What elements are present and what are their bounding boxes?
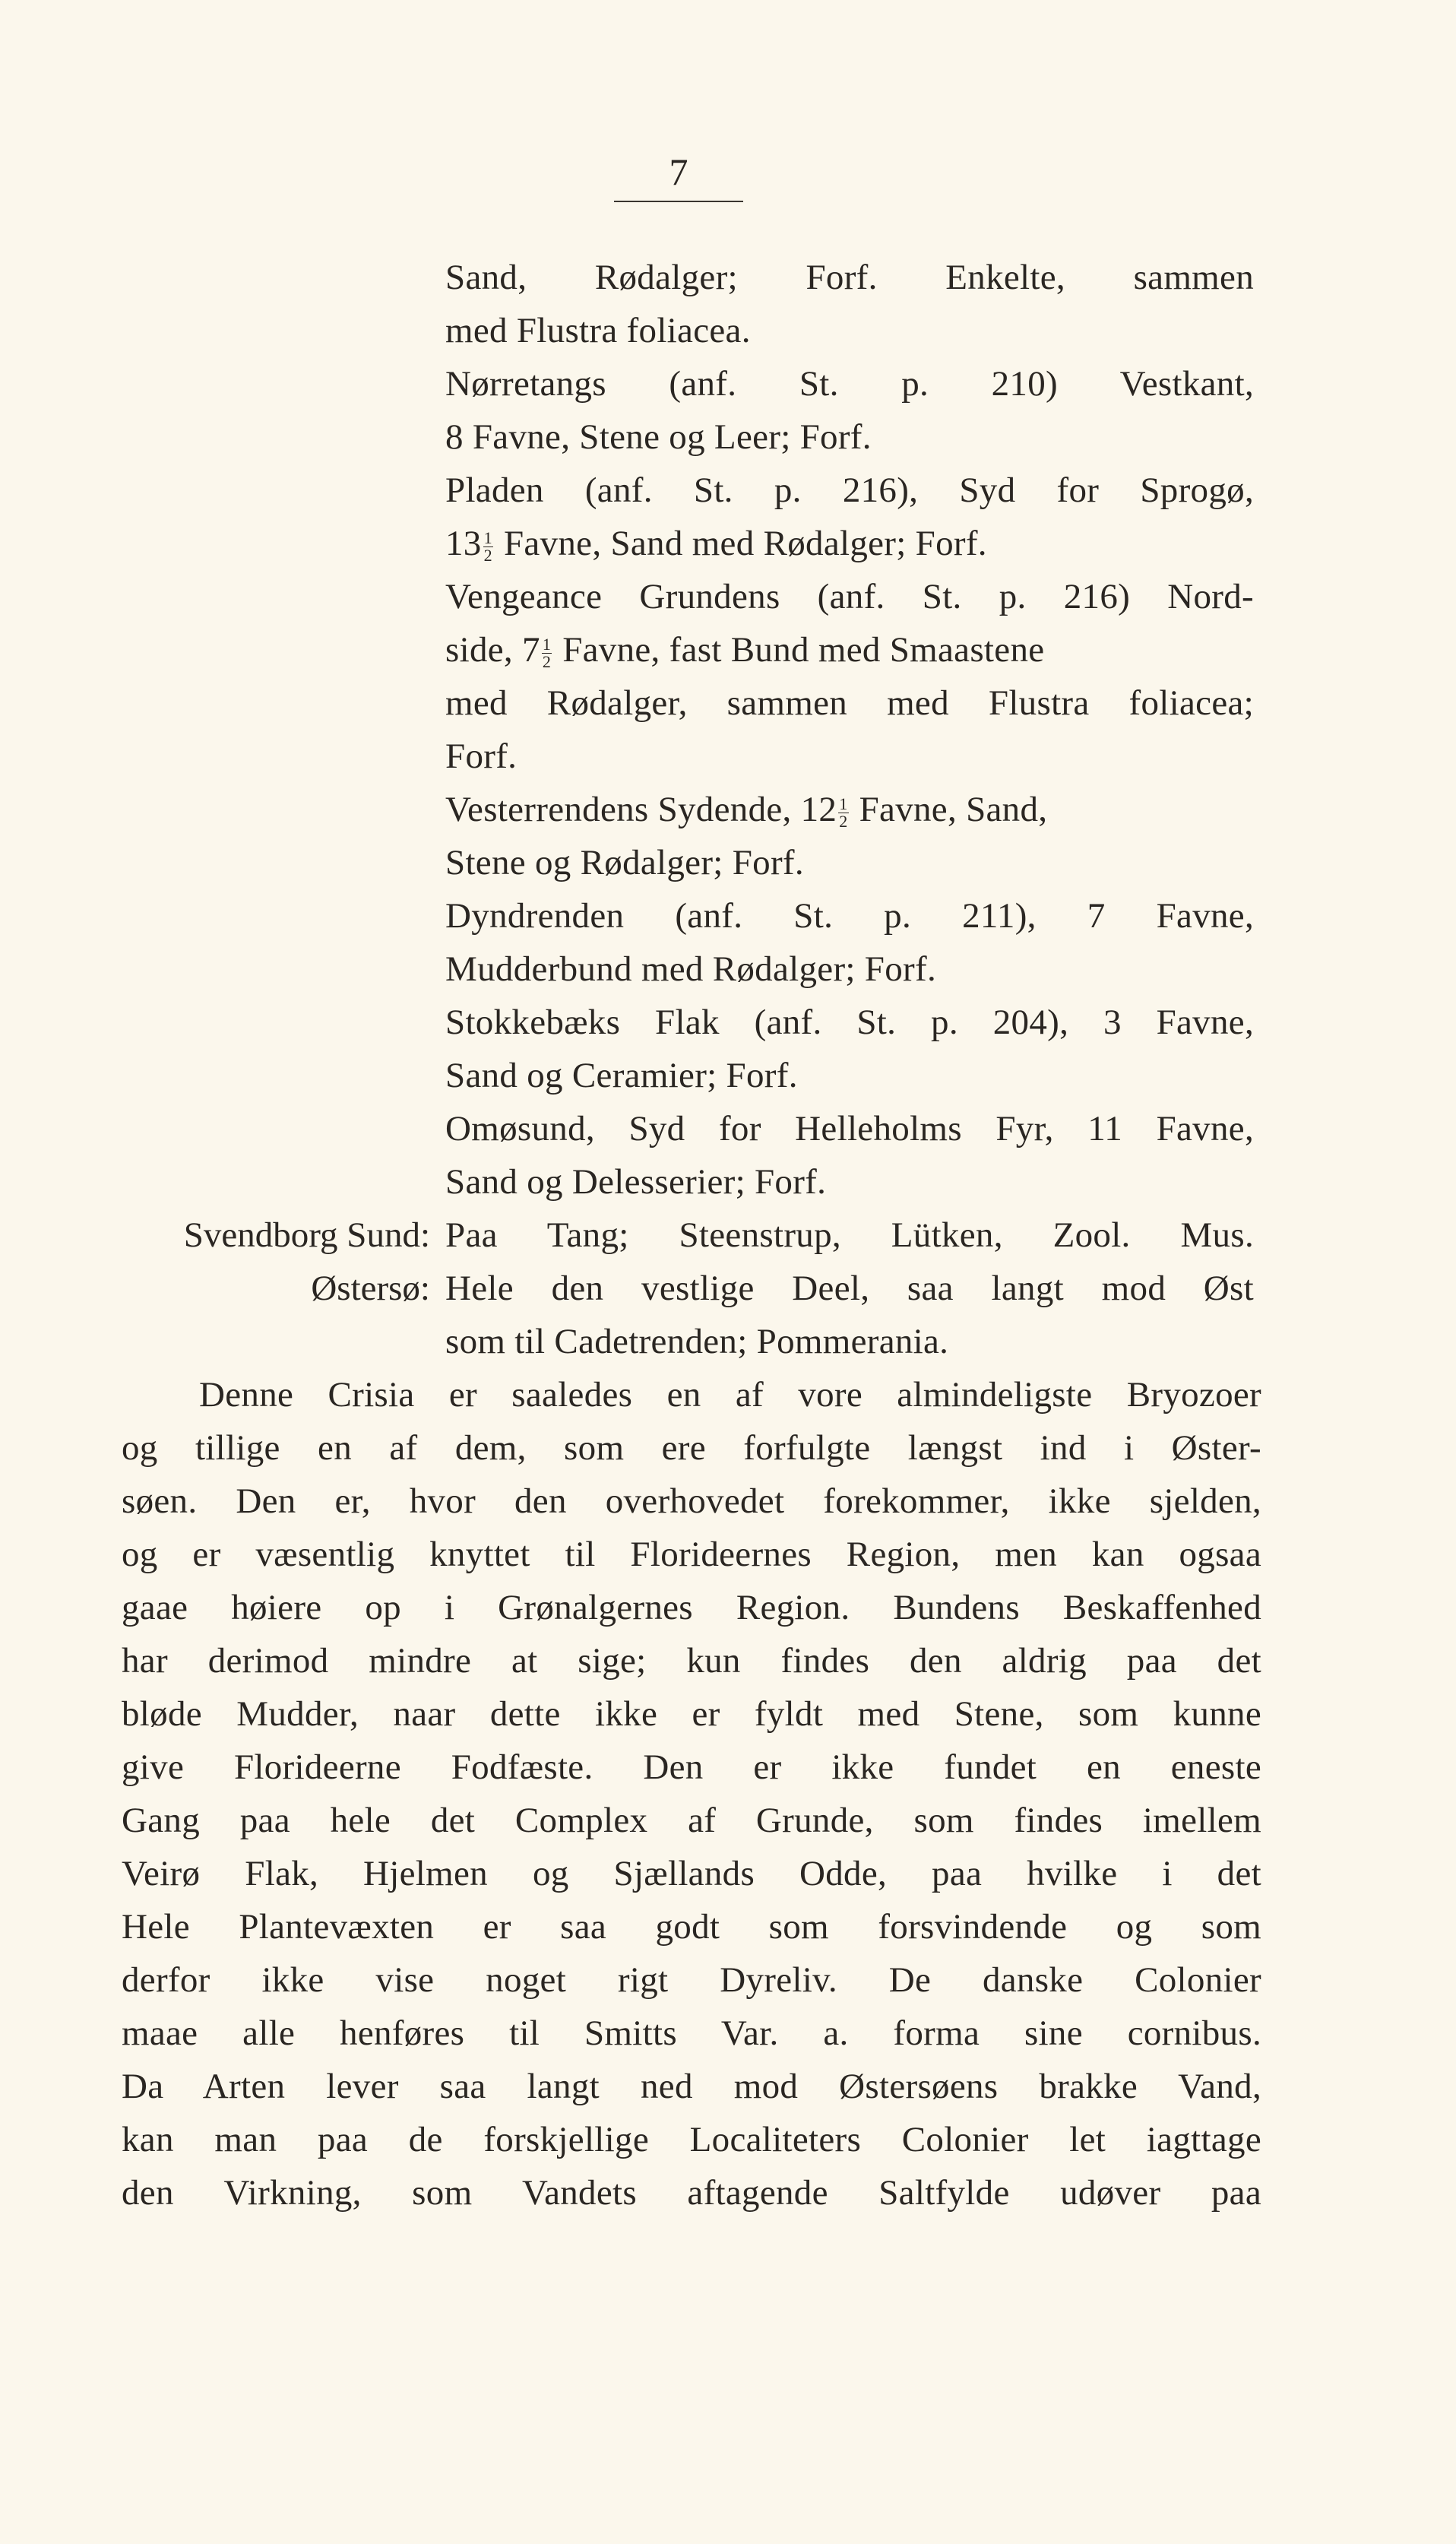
locality-line: Paa Tang; Steenstrup, Lütken, Zool. Mus. — [445, 1215, 1254, 1255]
paragraph-line: Gang paa hele det Complex af Grunde, som findes imellem — [122, 1801, 1261, 1840]
paragraph-line: Veirø Flak, Hjelmen og Sjællands Odde, paa hvilke i det — [122, 1854, 1261, 1893]
entry-line — [445, 517, 1254, 570]
locality-label: Østersø: — [311, 1269, 430, 1308]
entry-line: Stokkebæks Flak (anf. St. p. 204), 3 Favne, — [445, 1003, 1254, 1042]
entry-line — [445, 783, 1254, 836]
entry-line: 8 Favne, Stene og Leer; Forf. — [445, 417, 872, 457]
fraction: $\frac{1}{2}$ — [542, 634, 552, 671]
paragraph-line: Hele Plantevæxten er saa godt som forsvindende og som — [122, 1907, 1261, 1947]
paragraph-line: den Virkning, som Vandets aftagende Saltfylde udøver paa — [122, 2173, 1261, 2213]
locality-line: som til Cadetrenden; Pommerania. — [445, 1322, 949, 1361]
entry-line: Sand og Delesserier; Forf. — [445, 1162, 827, 1202]
entry-line: Vengeance Grundens (anf. St. p. 216) Nord- — [445, 577, 1254, 616]
entry-text: Vesterrendens Sydende, 12 — [445, 790, 837, 829]
paragraph-line: Denne Crisia er saaledes en af vore almindeligste Bryozoer — [199, 1375, 1261, 1415]
fraction: $\frac{1}{2}$ — [483, 527, 492, 565]
locality-label: Svendborg Sund: — [183, 1215, 430, 1255]
locality-line: Hele den vestlige Deel, saa langt mod Øst — [445, 1269, 1254, 1308]
paragraph-line: og tillige en af dem, som ere forfulgte længst ind i Øster- — [122, 1428, 1261, 1468]
paragraph-line: maae alle henføres til Smitts Var. a. forma sine cornibus. — [122, 2013, 1261, 2053]
entry-text: Favne, Sand, — [859, 790, 1048, 829]
entry-line — [445, 623, 1254, 676]
entry-text: Favne, Sand med Rødalger; Forf. — [503, 524, 987, 563]
paragraph-line: kan man paa de forskjellige Localiteters Colonier let iagttage — [122, 2120, 1261, 2159]
entry-line: Stene og Rødalger; Forf. — [445, 843, 804, 882]
paragraph-line: søen. Den er, hvor den overhovedet forekommer, ikke sjelden, — [122, 1481, 1261, 1521]
entry-line: med Flustra foliacea. — [445, 311, 751, 350]
entry-text: 13 — [445, 524, 482, 563]
entry-line: Nørretangs (anf. St. p. 210) Vestkant, — [445, 364, 1254, 404]
entry-line: Sand, Rødalger; Forf. Enkelte, sammen — [445, 258, 1254, 297]
entry-line: Omøsund, Syd for Helleholms Fyr, 11 Favne, — [445, 1109, 1254, 1148]
paragraph-line: har derimod mindre at sige; kun findes den aldrig paa det — [122, 1641, 1261, 1681]
entry-line: Sand og Ceramier; Forf. — [445, 1056, 798, 1095]
page-number-rule — [614, 201, 743, 202]
paragraph-line: gaae høiere op i Grønalgernes Region. Bundens Beskaffenhed — [122, 1588, 1261, 1627]
paragraph-line: bløde Mudder, naar dette ikke er fyldt med Stene, som kunne — [122, 1694, 1261, 1734]
paragraph-line: derfor ikke vise noget rigt Dyreliv. De danske Colonier — [122, 1960, 1261, 2000]
entry-text: Favne, fast Bund med Smaastene — [562, 630, 1045, 670]
fraction: $\frac{1}{2}$ — [839, 794, 848, 831]
paragraph-line: Da Arten lever saa langt ned mod Østersøens brakke Vand, — [122, 2067, 1261, 2106]
entry-line: Forf. — [445, 737, 518, 776]
paragraph-line: give Florideerne Fodfæste. Den er ikke fundet en eneste — [122, 1747, 1261, 1787]
page-number: 7 — [669, 150, 688, 193]
paragraph-line: og er væsentlig knyttet til Florideernes Region, men kan ogsaa — [122, 1535, 1261, 1574]
entry-line: Pladen (anf. St. p. 216), Syd for Sprogø, — [445, 470, 1254, 510]
entry-text: side, 7 — [445, 630, 540, 670]
entry-line: med Rødalger, sammen med Flustra foliacea; — [445, 683, 1254, 723]
entry-line: Dyndrenden (anf. St. p. 211), 7 Favne, — [445, 896, 1254, 936]
entry-line: Mudderbund med Rødalger; Forf. — [445, 949, 937, 989]
